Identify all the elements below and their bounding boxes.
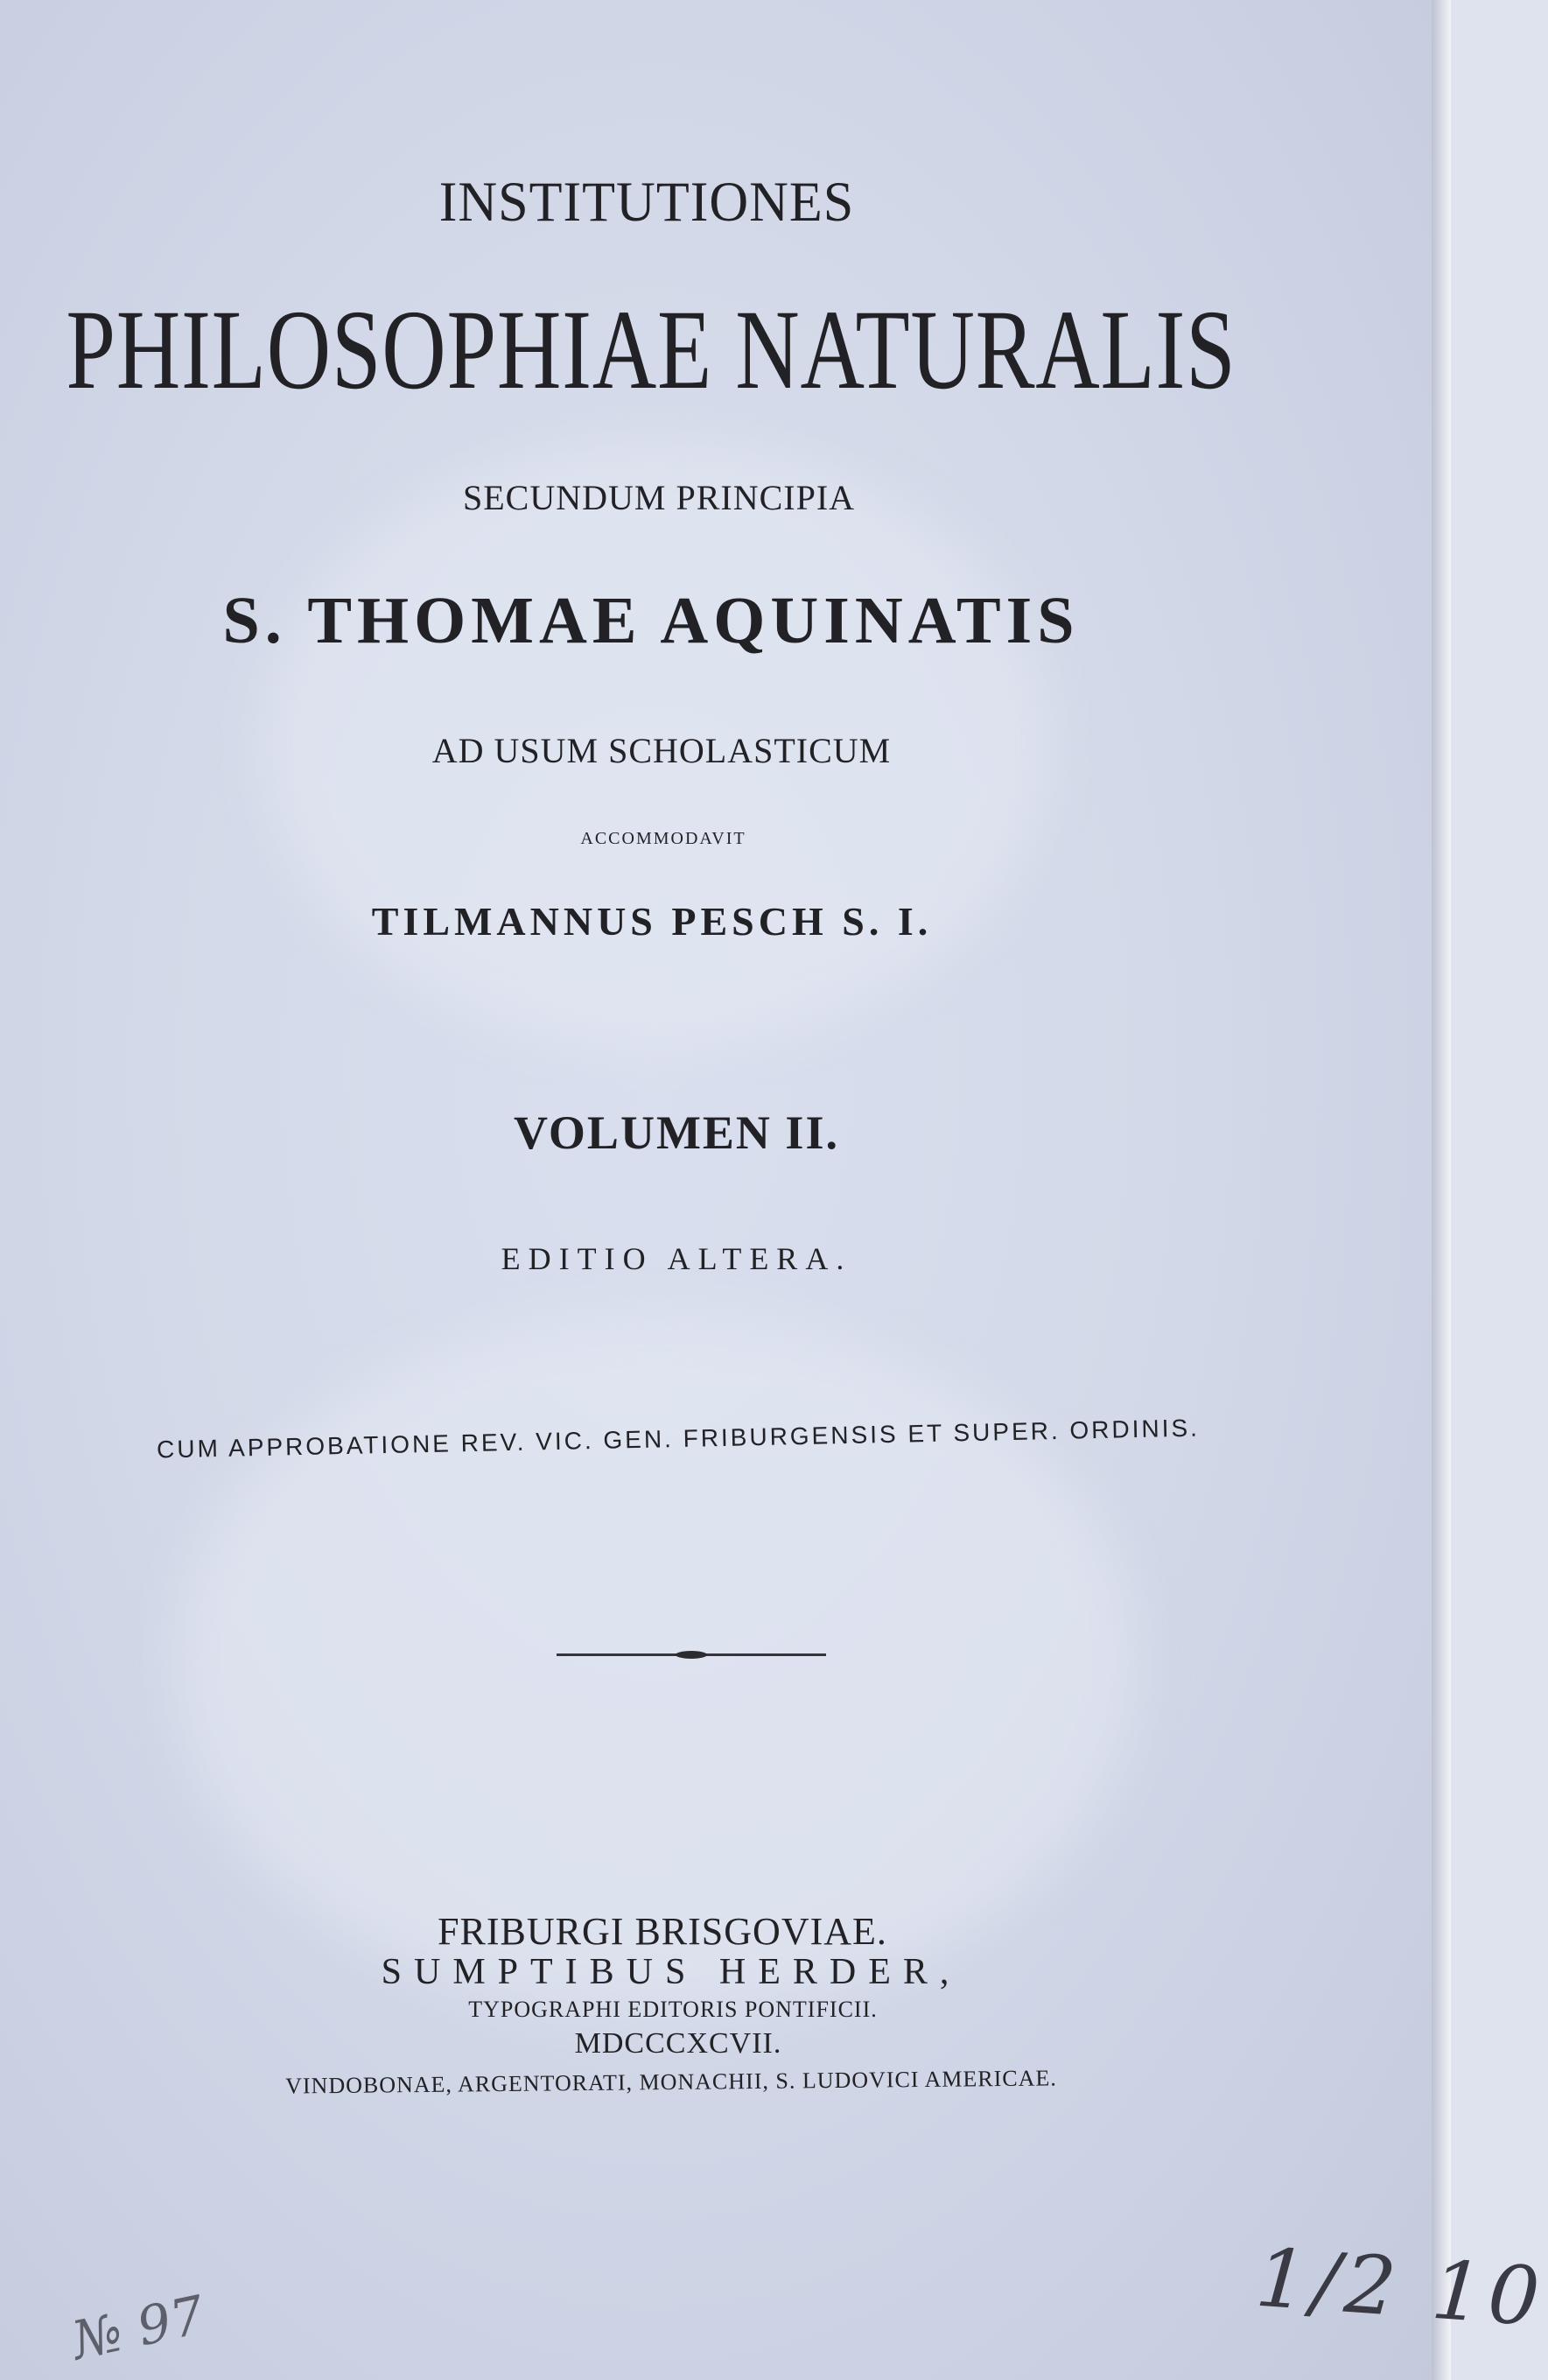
series-heading: INSTITUTIONES [438, 171, 855, 234]
subtitle: SECUNDUM PRINCIPIA [462, 478, 856, 517]
approbation-line: CUM APPROBATIONE REV. VIC. GEN. FRIBURGENSIS ET SUPER. ORDINIS. [156, 1414, 1201, 1464]
page-edge [1432, 0, 1451, 2380]
ornamental-rule-center [676, 1651, 707, 1659]
purpose-line: AD USUM SCHOLASTICUM [431, 731, 892, 770]
author-name: TILMANNUS PESCH S. I. [371, 899, 933, 944]
handwritten-mark-right: 1/2 10 [1252, 2230, 1548, 2345]
accommodavit-line: ACCOMMODAVIT [580, 829, 746, 848]
saint-name: S. THOMAE AQUINATIS [222, 584, 1080, 657]
edition-line: EDITIO ALTERA. [501, 1241, 852, 1276]
imprint-branches: VINDOBONAE, ARGENTORATI, MONACHII, S. LUDOVICI AMERICAE. [284, 2065, 1057, 2099]
main-title: PHILOSOPHIAE NATURALIS [66, 286, 1236, 413]
imprint-place: FRIBURGI BRISGOVIAE. [438, 1910, 887, 1953]
imprint-publisher: SUMPTIBUS HERDER, [381, 1952, 962, 1992]
imprint-year: MDCCCXCVII. [574, 2027, 782, 2060]
volume-number: VOLUMEN II. [514, 1106, 839, 1159]
imprint-publisher-role: TYPOGRAPHI EDITORIS PONTIFICII. [468, 1997, 878, 2022]
handwritten-mark-left: № 97 [67, 2284, 210, 2373]
